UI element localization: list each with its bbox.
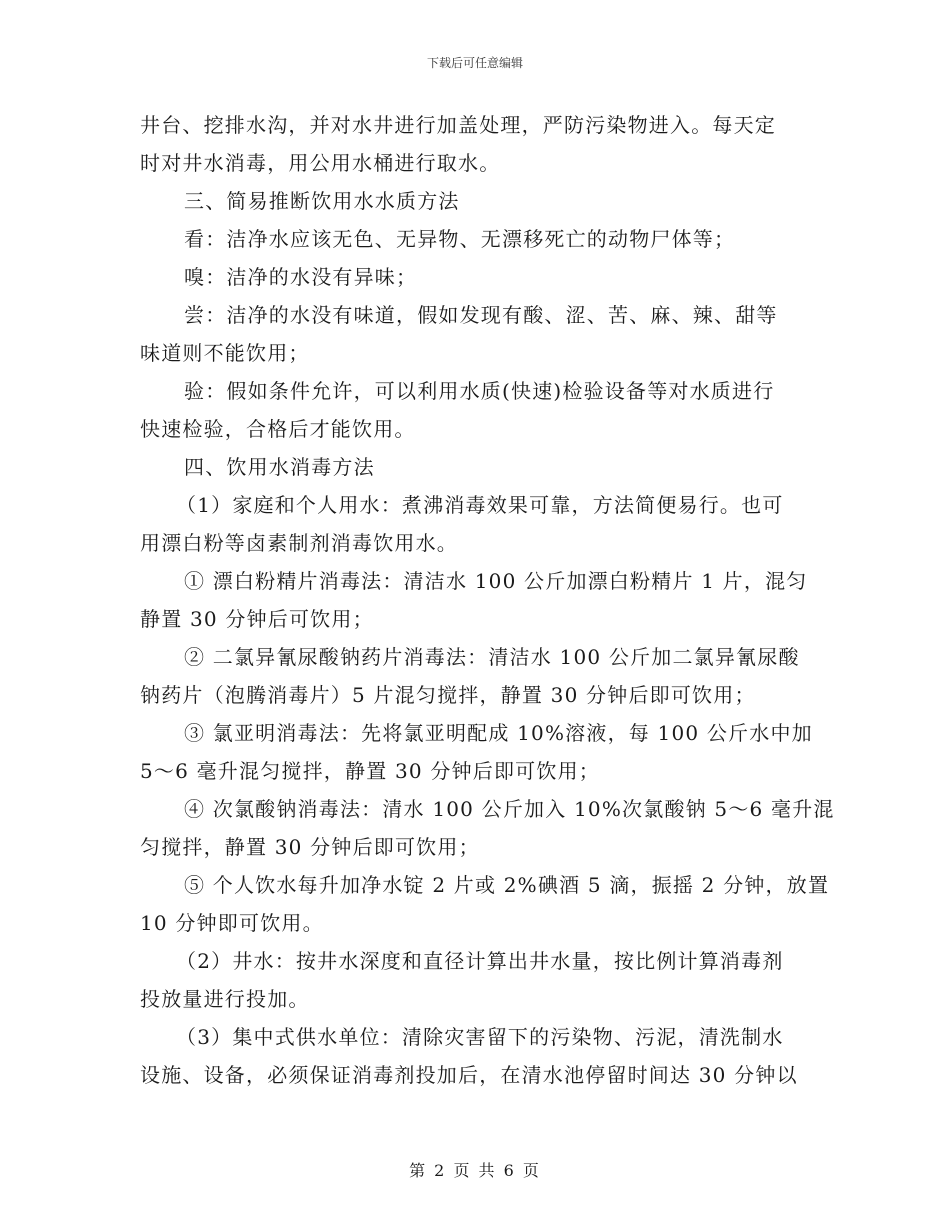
text-line: 四、饮用水消毒方法 [184, 455, 375, 479]
text-line: （1）家庭和个人用水：煮沸消毒效果可靠，方法简便易行。也可 [176, 493, 784, 517]
text-line: 味道则不能饮用； [140, 341, 310, 365]
text-line: 嗅：洁净的水没有异味； [184, 265, 418, 289]
text-line: 5～6 毫升混匀搅拌，静置 30 分钟后即可饮用； [140, 759, 600, 783]
text-line: 时对井水消毒，用公用水桶进行取水。 [140, 151, 501, 175]
page-footer: 第 2 页 共 6 页 [409, 1161, 541, 1180]
text-line: ⑤ 个人饮水每升加净水锭 2 片或 2%碘酒 5 滴，振摇 2 分钟，放置 [184, 873, 830, 897]
text-line: ② 二氯异氰尿酸钠药片消毒法：清洁水 100 公斤加二氯异氰尿酸 [184, 645, 800, 669]
text-line: （3）集中式供水单位：清除灾害留下的污染物、污泥，清洗制水 [176, 1025, 784, 1049]
page-header: 下载后可任意编辑 [426, 56, 523, 70]
text-line: ③ 氯亚明消毒法：先将氯亚明配成 10%溶液，每 100 公斤水中加 [184, 721, 813, 745]
text-line: 尝：洁净的水没有味道，假如发现有酸、涩、苦、麻、辣、甜等 [184, 303, 778, 327]
text-line: 看：洁净水应该无色、无异物、无漂移死亡的动物尸体等； [184, 227, 736, 251]
text-line: 设施、设备，必须保证消毒剂投加后，在清水池停留时间达 30 分钟以 [140, 1063, 798, 1087]
text-line: ④ 次氯酸钠消毒法：清水 100 公斤加入 10%次氯酸钠 5～6 毫升混 [184, 797, 835, 821]
text-line: ① 漂白粉精片消毒法：清洁水 100 公斤加漂白粉精片 1 片，混匀 [184, 569, 808, 593]
text-line: 验：假如条件允许，可以利用水质(快速)检验设备等对水质进行 [184, 379, 775, 403]
text-line: 10 分钟即可饮用。 [140, 911, 324, 935]
text-line: （2）井水：按井水深度和直径计算出井水量，按比例计算消毒剂 [176, 949, 784, 973]
text-line: 三、简易推断饮用水水质方法 [184, 189, 460, 213]
text-line: 钠药片（泡腾消毒片）5 片混匀搅拌，静置 30 分钟后即可饮用； [140, 683, 756, 707]
text-line: 井台、挖排水沟，并对水井进行加盖处理，严防污染物进入。每天定 [140, 113, 776, 137]
text-line: 用漂白粉等卤素制剂消毒饮用水。 [140, 531, 458, 555]
text-line: 快速检验，合格后才能饮用。 [140, 417, 416, 441]
text-line: 匀搅拌，静置 30 分钟后即可饮用； [140, 835, 480, 859]
document-body [140, 106, 835, 1094]
text-line: 投放量进行投加。 [140, 987, 310, 1011]
text-line: 静置 30 分钟后可饮用； [140, 607, 374, 631]
